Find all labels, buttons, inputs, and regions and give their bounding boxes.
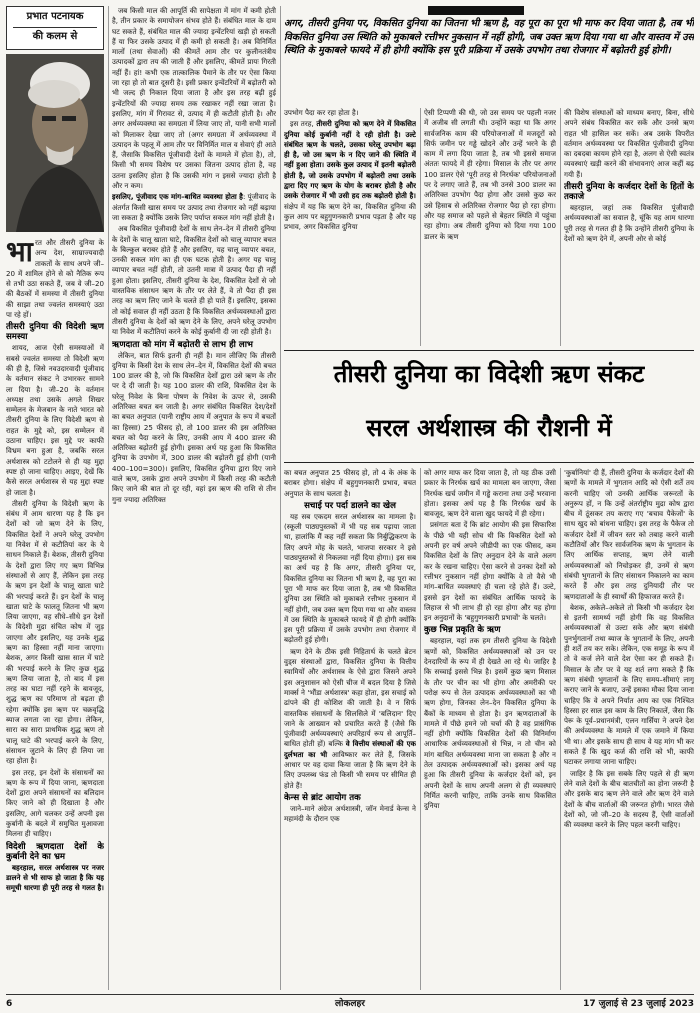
publication-name: लोकलहर [335,999,365,1009]
paragraph: यह सब एकदम सरल अर्थशास्त्र का मामला है। (स्कूली पाठ्यपुस्तकों में भी यह सब पढ़ाया जाता था, हालांकि मैं कह नहीं सकता कि निर्बुद्धिकरण के लिए अपने मोह के चलते, भाजपा सरकार ने इसे पाठ्यपुस्तकों से निकलवा नहीं दिया होगा।) इस सब का अर्थ यह है कि अगर, तीसरी दुनिया पर, विकसित दुनिया का जितना भी ऋण है, वह पूरा का पूरा भी माफ कर दिया जाता है, तब भी विकसित दुनिया उस स्थिति को मुकाबले रत्तीभर नुकसान में नहीं होगी, जब उक्त ऋण दिया गया था और वास्तव में उस स्थिति के मुकाबले फायदे में ही होगी क्योंकि इस पूरी प्रक्रिया में उसके उपभोग तथा रोजगार में बढ़ोतरी हुई होगी। [284,511,416,645]
paragraph: लेकिन, बात सिर्फ इतनी ही नहीं है। मान लीजिए कि तीसरी दुनिया के किसी देश के साथ लेन–देन में, विकसित देशों की बचत 100 डालर की है, जो कि विकसित देशों द्वारा उसे ऋण के तौर पर दे दी जाती है। यह 100 डालर की राशि, विकसित देश के घरेलू निवेश के बिना पोषण के निवेश के ऊपर से, उसकी अतिरिक्त बचत बन जाती है। अगर संबंधित विकसित देश/देशों का बचत अनुपात (यानी राष्ट्रीय आय में अनुपात के रूप में बचतों का हिस्सा) 25 फीसद हो, तो 100 डालर की इस अतिरिक्त बचत को पैदा करने के लिए, उनकी आय में 400 डालर की अतिरिक्त बढ़ोतरी हुई होगी। इसका अर्थ यह हुआ कि विकसित दुनिया के उपभोग में, 300 डालर की बढ़ोतरी हुई होगी (यानी 400–100=300)। इसलिए, विकसित दुनिया द्वारा दिए जाने वाले ऋण, उसके द्वारा अपने उपभोग में किसी तरह की कटौती किए जाने की बात तो दूर रही, वहां इस ऋण की राशि से तीन गुना ज्यादा अतिरिक्त [112,350,276,504]
paragraph: शायद, आज ऐसी समस्याओं में सबसे ज्वलंत समस्या तो विदेशी ऋण की ही है, जिसे नवउदारवादी पूंजीवाद के वर्तमान संकट ने उभारकर सामने ला दिया है। जी–20 के वर्तमान अध्यक्ष तथा उसके अगले शिखर सम्मेलन के मेजबान के नाते भारत को तीसरी दुनिया के लिए विदेशी ऋण से राहत के मुद्दे को, इस सम्मेलन में उठाना चाहिए। इस मुद्दे पर काफी विभ्रम बना हुआ है, जबकि सरल अर्थशास्त्र को टटोलने से ही यह मुद्दा स्पष्ट हो जाना चाहिए। आइए, देखें कि कैसे सरल अर्थशास्त्र से यह मुद्दा स्पष्ट हो जाता है। [6,343,104,497]
headline-line-2: सरल अर्थशास्त्र की रौशनी में [366,414,612,442]
paragraph: जाहिर है कि इस सबके लिए पहले से ही ऋण लेने वाले देशों के बीच बातचीतों का होना जरूरी है और इसके बाद ऋण लेने वाले और ऋण देने वाले देशों के बीच वार्ताओं की जरूरत होगी। भारत जैसे देशों को, जो जी–20 के सदस्य हैं, ऐसी वार्ताओं की व्यवस्था करने के लिए पहल करनी चाहिए। [564,768,694,830]
pull-quote-rule [428,6,524,15]
author-name: प्रभात पटनायक [26,11,84,22]
subheading-keynes-to-brandt: केन्स से ब्रांट आयोग तक [284,792,361,803]
subheading-third-world-debt: तीसरी दुनिया की विदेशी ऋण समस्या [6,322,104,343]
paragraph: की विशेष संस्थाओं को माध्यम बनाए, बिना, सीधे अपने संबंध विकसित कर सकें और उनसे ऋण राहत भी हासिल कर सकें। अब उसके विपरीत वर्तमान अर्थव्यवस्था पर विकसित पूंजीवादी दुनिया का दबदबा कायम होने रहा है, अलग से ऐसी स्वतंत्र व्यवस्थाएं खड़ी करने की संभावनाएं आज कहीं बढ़ गयी हैं। [564,108,694,179]
pull-quote [284,17,694,99]
paragraph: तीसरी दुनिया के विदेशी ऋण के संबंध में आम धारणा यह है कि इन देशों को जो ऋण देने के लिए, विकसित देशों ने अपने घरेलू उपभोग या निवेश में से कटौतियां कर के ये साधन निकाले हैं। बेशक, तीसरी दुनिया के देशों द्वारा लिए गए ऋण विभिन्न संस्थाओं से आए हैं, लेकिन इस तरह के ऋण इन देशों के चालू खाता घाटे की भरपाई करते हैं। इन देशों के चालू खाता घाटे के फालतू जितना भी ऋण लिया जाएगा, वह सीधे–सीधे इन देशों के विदेशी मुद्रा संचित कोष में जुड़ जाएगा और इसलिए, यह उनके शुद्ध ऋण का हिस्सा नहीं माना जाएगा। बेशक, अगर किसी खास साल में घाटे की भरपाई करने के लिए कुछ शुद्ध ऋण लिया जाता है, तो बाद में इस तरह का घाटा नहीं रहने के बावजूद, शुद्ध ऋण का परिमाण तो बढ़ता ही रहेगा क्योंकि इस ऋण पर चक्रवृद्धि ब्याज लगता जा रहा होगा। लेकिन, सारा का सारा प्राथमिक शुद्ध ऋण तो चालू घाटे की भरपाई करने के लिए, संसाधन जुटाने के लिए ही लिया जा रहा होता है। [6,498,104,766]
column-byline-box [6,6,104,50]
issue-date: 17 जुलाई से 23 जुलाई 2023 [583,999,694,1009]
paragraph: को अगर माफ कर दिया जाता है, तो यह ठीक उसी प्रकार के निरर्थक खर्च का मामला बन जाएगा, जैसा निरर्थक खर्च जमीन में गड्ढे कराना तथा उन्हें भरवाना होता। इसका अर्थ यह है कि निरर्थक खर्च के बावजूद, ऋण देने वाला खुद फायदे में ही रहेगा। [424,468,556,519]
paragraph: जब किसी माल की आपूर्ति की सापेक्षता में मांग में कमी होती है, तीन प्रकार के समायोजन संभव होते हैं। संबंधित माल के दाम घट सकते हैं, संबंधित माल की ज्यादा इन्वेंटरियां खड़ी हो सकती हैं या फिर उसके उत्पाद में ही कमी हो सकती है। अब विनिर्मित मालों (तथा सेवाओं) की कीमतें आम तौर पर कुलीनतंत्रीय उत्पादकों द्वारा तय की जाती हैं और इसलिए, कीमतें प्रायः गिरती नहीं हैं। हां! कभी एक तात्कालिक पैमाने के तौर पर ऐसा किया जा रहा हो तो बात दूसरी है। इसी प्रकार इन्वेंटरियों में बढ़ोतरी को भी जल्द ही निकाल दिया जाता है और इस तरह बढ़ी हुई इन्वेंटरियों की ज्यादा समय तक रखाकर नहीं रखा जाता है। इसलिए, मांग में गिरावट से, उत्पाद में ही कटौती होती है। और अगर अर्थव्यवस्था का समग्रता में लिया जाए तो, यानी सभी मालों को मिलाकर देखा जाए तो (अगर समग्रता में अर्थव्यवस्था में उत्पादन के पहलू में आम तौर पर विनिर्मित माल व सेवाएं ही आते हैं, जैसाकि विकसित पूंजीवादी देशों के मामले में होता है), तो, किसी भी समय विशेष पर उसका जितना उत्पाद होता है, वह उतना इसलिए होता है कि उसकी मांग न इससे ज्यादा होती है और न कम। [112,6,276,191]
pull-quote-text: अगर, तीसरी दुनिया पर, विकसित दुनिया का जितना भी ऋण है, वह पूरा का पूरा भी माफ कर दिया जाता है, तब भी विकसित दुनिया उस स्थिति को मुकाबले रत्तीभर नुकसान में नहीं होगी, जब उक्त ऋण दिया गया था और वास्तव में उस स्थिति के मुकाबले फायदे में ही होगी क्योंकि इस पूरी प्रक्रिया में उसके उपभोग तथा रोजगार में बढ़ोतरी हुई होगी। [284,18,694,57]
lead-paragraph: रत और तीसरी दुनिया के अन्य देश, साम्राज्यवादी ताकतों के साथ अपने जी–20 में शामिल होने से को नैतिक रूप से तभी उठा सकते हैं, जब वे जी–20 की बैठकों में समस्या में तीसरी दुनिया की साझा तथा ज्वलंत समस्याएं उठा पा रहे हों। [6,238,104,320]
subheading-different-loans: कुछ भिन्न प्रकृति के ऋण [424,625,501,636]
paragraph: बहरहाल, जहां तक विकसित पूंजीवादी अर्थव्यवस्थाओं का सवाल है, चूंकि यह आम धारणा पूरी तरह से गलत ही है कि उन्होंने तीसरी दुनिया के देशों को ऋण देने में, अपनी ओर से कोई [564,203,694,243]
paragraph: इस तरह, इन देशों के संसाधनों का ऋण के रूप में दिया जाना, ऋणदाता देशों द्वारा अपने संसाधनों का बलिदान किए जाने को ही दिखाता है और इसलिए, आगे चलकर उन्हें अपनी इस कुर्बानी के बदले में समुचित मुआवजा मिलना ही चाहिए। [6,767,104,839]
subheading-creditor-gains: ऋणदाता को मांग में बढ़ोतरी से लाभ ही लाभ [112,339,253,350]
drop-cap: भा [6,238,33,268]
paragraph-run: आविष्कार कर लेते हैं, जिसके आधार पर वह दावा किया जाता है कि ऋण देने के लिए उपलब्ध फंड तो किसी भी समय पर सीमित ही होते हैं! [284,749,416,790]
paragraph: 'कुर्बानियां' दी हैं, तीसरी दुनिया के कर्जदार देशों की ऋणों के मामले में भुगतान आदि को ऐसी शर्तें तय करनी चाहिए जो उनकी आर्थिक जरूरतों के अनुरूप हों, न कि उन्हें अंतर्राष्ट्रीय मुद्रा कोष द्वारा बीच में ठूंसकर तय कराए गए 'बचाव पैकेजों' के साथ खुद को बांधना चाहिए। इस तरह के पैकेज तो कर्जदार देशों में जीवन स्तर को तबाह करने वाली कटौतियों और फिर सार्वजनिक ऋण के भुगतान के लिए आर्थिक सप्ताह, ऋण लेने वाली अर्थव्यवस्थाओं को निचोड़कर ही, उनमें से ऋण संबंधी भुगतानों के लिए संसाधन निकालने का काम करते हैं और इस तरह दुनियादी तौर पर ऋणदाताओं के ही स्वार्थों की हिफाजत करते हैं। [564,468,694,601]
column-2-body [112,6,276,990]
paragraph: जाने–माने अंग्रेज अर्थशास्त्री, जॉन मेनार्ड केन्स ने महामंदी के दौरान एक [284,803,416,824]
paragraph-bold-run: वे वित्तीय संस्थाओं की एक दुर्लभता का भी [284,739,416,759]
headline [284,352,694,460]
paragraph-run: संक्षेप में यह कि ऋण देने का, विकसित दुनिया की कुल आय पर बहुगुणनकारी प्रभाव पड़ता है और यह प्रभाव, अगर विकसित दुनिया [284,201,416,232]
paragraph: ऐसी टिप्पणी की थी, जो उस समय पर पहली नजर में अजीब सी लगती थी। उन्होंने कहा था कि अगर सार्वजनिक काम की परियोजनाओं में मजदूरों को सिर्फ जमीन पर गड्ढे खोदने और उन्हें भरने के ही काम में लगा दिया जाता है, तब भी इससे समाज अंततः फायदे में ही रहेगा। मिसाल के तौर पर अगर 100 डालर ऐसे 'पूरी तरह से निरर्थक' परियोजनाओं पर दे लगाए जाते हैं, तब भी उनसे 300 डालर का अतिरिक्त उपभोग पैदा होगा और उससे कुछ कर उसे हिसाब से अतिरिक्त रोजगार पैदा हो रहा होगा। और यह समाज को पहले से बेहतर स्थिति में पहुंचा रहा होगा। अब तीसरी दुनिया को दिया गया 100 डालर के ऋण [424,108,556,241]
column-1-body [6,238,104,990]
column-4-upper [424,108,556,346]
column-3-upper [284,108,416,346]
column-label: की कलम से [13,27,97,44]
column-3-lower [284,468,416,990]
column-5-upper [564,108,694,346]
author-photo [6,54,104,232]
portrait-graphic [6,54,104,232]
subheading-veil-over-truth: सचाई पर पर्दा डालने का खेल [304,500,396,511]
column-4-lower [424,468,556,990]
subheading-demand-constrained: इसलिए, पूंजीवाद एक मांग–बाधित व्यवस्था होता है [112,192,243,202]
paragraph: प्रसंगतः बता दें कि ब्रांट आयोग की इस सिफारिश के पीछे भी यही सोच थी कि विकसित देशों को अपनी हर वर्ष अपने जीडीपी का एक फीसद, कम विकसित देशों के लिए अनुदान देने के वाले अलग कर के रखना चाहिए। ऐसा करने से उनका देशों को रत्तीभर नुकसान नहीं होगा क्योंकि वे तो वैसे भी मांग–बाधित व्यवस्थाएं ही चला रहे होते हैं। उल्टे, इससे इन देशों का संबंधित आर्थिक फायदे के लिहाज से भी लाभ ही हो रहा होगा और यह होगा इन अनुदानों के 'बहुगुणनकारी प्रभावों' के चलते। [424,520,556,623]
page-number: 6 [6,999,13,1009]
paragraph: बहरहाल, यहां तक हम तीसरी दुनिया के विदेशी ऋणों को, विकसित अर्थव्यवस्थाओं को उन पर देनदारियों के रूप में ही देखते आ रहे थे। जाहिर है कि सच्चाई इससे भिन्न है। इसमें कुछ ऋण मिसाल के तौर पर चीन का भी होगा और अमरीकी पर परोक्ष रूप से तेल उत्पादक अर्थव्यवस्थाओं का भी ऋण होगा, जिनका लेन–देन विकसित दुनिया के बैंकों के माध्यम से होता है। इन ऋणदाताओं के मामले में पीछे हमने जो चर्चा की है वह प्रासंगिक नहीं होगी क्योंकि विकसित देशों की विनिर्माण आधारिक अर्थव्यवस्थाओं से भिन्न, न तो चीन को मांग बाधित अर्थव्यवस्था माना जा सकता है और न तेल उत्पादक अर्थव्यवस्थाओं को। इसका अर्थ यह हुआ कि तीसरी दुनिया के कर्जदार देशों को, इन अपनी देशों के साथ अपनी अलग से ही व्यवस्थाएं निर्मित करनी चाहिए, ताकि उनके साथ विकसित दुनिया [424,636,556,811]
paragraph: बेशक, अकेले–अकेले तो किसी भी कर्जदार देश से इतनी सामर्थ्य नहीं होगी कि वह विकसित अर्थव्यवस्थाओं से उल्टा सके और ऋण संबंधी पुनर्भुगतानों तथा ब्याज के भुगतानों के लिए, अपनी ही शर्तें तय कर सके। लेकिन, एक समूह के रूप में तो वे कर्ज लेने वाले देश ऐसा कर ही सकते हैं। मिसाल के तौर पर वे यह शर्त लगा सकते हैं कि ऋण संबंधी भुगतानों के लिए समय–सीमाएं लागू कराए जाने के बजाए, उन्हें इसका मौका दिया जाना चाहिए कि वे अपने निर्यात आय का एक निश्चित हिस्सा हर साल इस काम के लिए निकालें, जैसा कि पेरू के पूर्व–प्रधानमंत्री, एलन गार्सिया ने अपने देश की अर्थव्यवस्था के मामले में एक जमाने में किया भी था। और इसके साथ ही साथ वे यह मांग भी कर सकते हैं कि खुद कर्ज की राशि को भी, काफी घटाकर लगाया जाना चाहिए। [564,602,694,767]
subheading-creditor-sacrifice: विदेशी ऋणदाता देशों के कुर्बानी देने का भ्रम [6,841,104,862]
paragraph: का बचत अनुपात 25 फीसद हो, तो 4 के अंक के बराबर होगा। संक्षेप में बहुगुणनकारी प्रभाव, बचत अनुपात के साथ चलता है। [284,468,416,498]
paragraph-run: ऋण देने के ठीक इसी निहितार्थ के चलते ब्रेटन वुड्स संस्थाओं द्वारा, विकसित दुनिया के वित्तीय स्वामियों और अर्थशास्त्र के ऐसे द्वारा जिसने अपने इस अनुशासन को ऐसी चीज में बदल दिया है जिसे मार्क्स ने 'भौंडा अर्थशास्त्र' कहा होता, इस सचाई को ढांपने की ही कोशिश की जाती है। वे न सिर्फ वास्तविक संसाधनों के सिलसिले में 'बलिदान' दिए जाने के आख्यान को प्रचारित करते हैं (जैसे कि पूंजीवादी अर्थव्यवस्थाएं अपरिहार्य रूप से आपूर्ति–बाधित होती हों) बल्कि [284,646,416,749]
paragraph-bold: बहरहाल, सरल अर्थशास्त्र पर नजर डालने से भी साफ हो जाता है कि यह समूची धारणा ही पूरी तरह से गलत है। [6,862,104,893]
column-5-lower [564,468,694,990]
paragraph: उपभोग पैदा कर रहा होता है। [284,108,359,117]
paragraph-run: इस तरह, [290,119,317,129]
paragraph-bold-run: तीसरी दुनिया को ऋण देने में विकसित दुनिया कोई कुर्बानी नहीं दे रही होती है। उल्टे संबंधित ऋण के चलते, उसका घरेलू उपभोग बढ़ा ही है, जो उस ऋण के न दिए जाने की स्थिति में नहीं हुआ होता। उसके कुल उत्पाद में इतनी बढ़ोतरी होती है, जो उसके उपभोग में बढ़ोतरी तथा उसके द्वारा दिए गए ऋण के योग के बराबर होती है और उसके रोजगार में भी उसी हद तक बढ़ोतरी होती है। [284,119,416,201]
paragraph: अब विकसित पूंजीवादी देशों के साथ लेन–देन में तीसरी दुनिया के देशों के चालू खाता घाटे, विकसित देशों को चालू व्यापार बचत के बिल्कुल बराबर होते हैं और इसलिए, यह चालू व्यापार बचत, उनकी सकल मांग का ही एक घटक होती है। अगर यह चालू व्यापार बचत नहीं होती, तो उतनी मात्रा में उत्पाद पैदा ही नहीं हुआ होता। इसलिए, तीसरी दुनिया के देश, विकसित देशों से जो वास्तविक संसाधन ऋण के तौर पर लेते हैं, वे तो पैदा ही इस तरह का ऋण लिए जाने के चलते ही हो पाते हैं। इसलिए, इसका तो कोई सवाल ही नहीं उठता है कि विकसित अर्थव्यवस्थाओं द्वारा तीसरी दुनिया के देशों को ऋण देने के लिए, अपने घरेलू उपभोग या निवेश में कटौतियां करने के कोई कुर्बानी दी जा रही होती है। [112,224,276,337]
paragraph: : पूंजीवाद के अंतर्गत किसी खास समय पर उत्पाद तथा रोजगार को नहीं बढ़ाया जा सकता है क्योंकि उसके लिए पर्याप्त सकल मांग नहीं होती है। [112,192,276,222]
subheading-debtor-interests: तीसरी दुनिया के कर्जदार देशों के हितों के तकाजे [564,182,694,203]
footer [6,997,694,1011]
headline-line-1: तीसरी दुनिया का विदेशी ऋण संकट [333,360,645,388]
